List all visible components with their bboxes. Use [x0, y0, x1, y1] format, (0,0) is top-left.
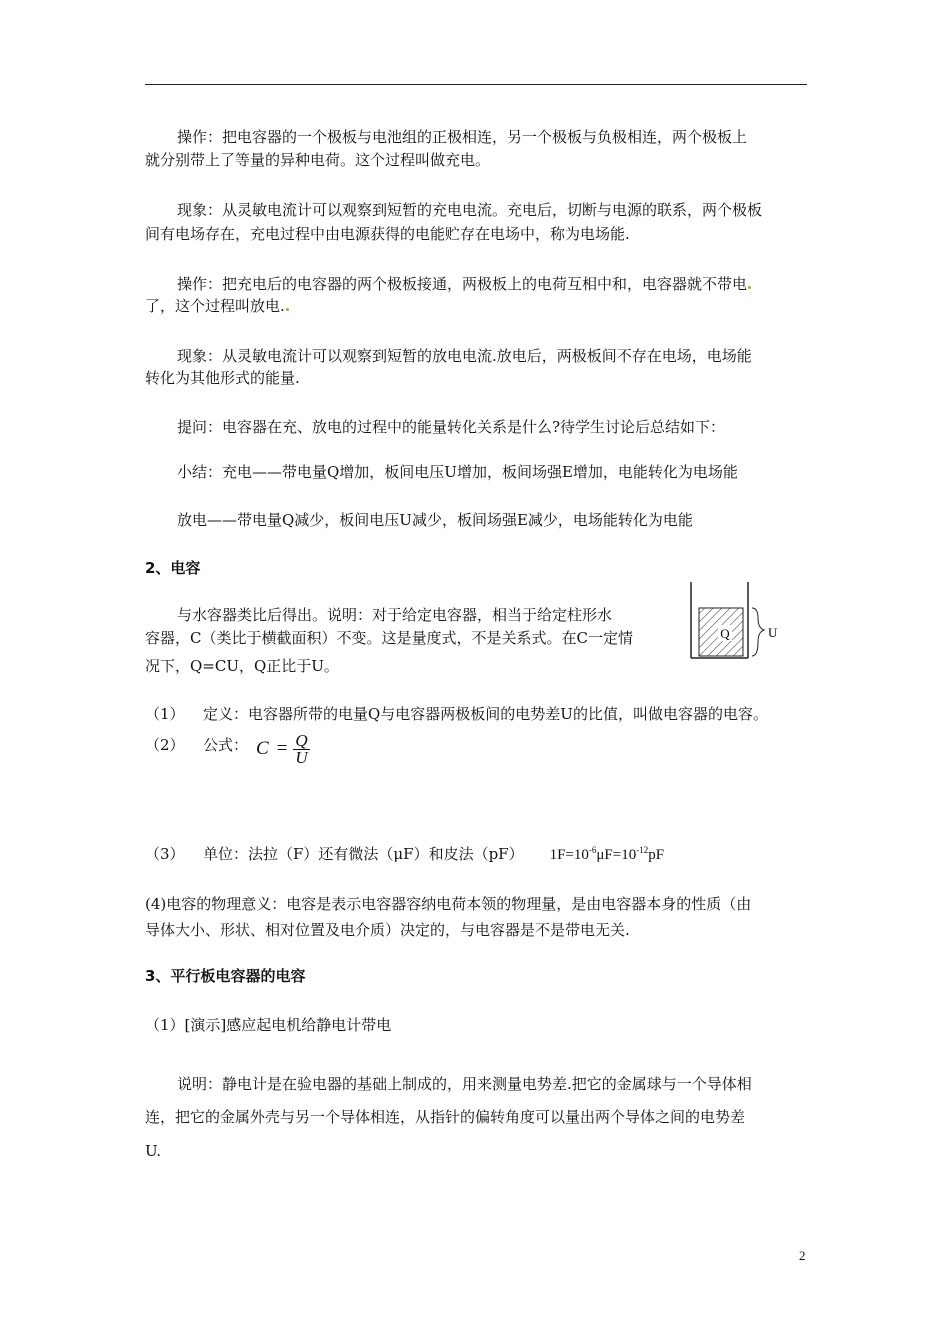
- formula-numerator: Q: [295, 731, 308, 750]
- item2-label: 公式：: [203, 736, 249, 754]
- section2-intro-line3: 况下，Q=CU，Q正比于U。: [145, 657, 339, 675]
- formula-lhs: C: [256, 737, 269, 759]
- formula-equals: =: [276, 737, 288, 759]
- para3-line2-text: 了，这个过程叫放电.: [145, 297, 285, 315]
- item4-line2: 导体大小、形状、相对位置及电介质）决定的，与电容器是不是带电无关.: [145, 921, 630, 939]
- item3-number: （3）: [145, 845, 185, 863]
- formula-denominator: U: [295, 748, 308, 767]
- item3-units: [145, 843, 664, 864]
- summary-discharge: 放电——带电量Q减少，板间电压U减少，板间场强E减少，电场能转化为电能: [177, 511, 693, 529]
- question-text: 提问：电容器在充、放电的过程中的能量转化关系是什么?待学生讨论后总结如下：: [177, 418, 726, 436]
- para2-line1: 现象：从灵敏电流计可以观察到短暂的充电电流。充电后，切断与电源的联系，两个极板: [177, 201, 763, 219]
- para1-line1: 操作：把电容器的一个极板与电池组的正极相连，另一个极板与负极相连，两个极板上: [177, 128, 748, 146]
- unit-conversion-b: μF=10: [596, 847, 637, 863]
- section3-heading: 3、平行板电容器的电容: [145, 967, 306, 985]
- para2-line2: 间有电场存在，充电过程中由电源获得的电能贮存在电场中，称为电场能.: [145, 225, 630, 243]
- formula-fraction: [293, 733, 309, 766]
- unit-exp2: -12: [636, 845, 649, 855]
- unit-exp1: -6: [588, 845, 597, 855]
- unit-conversion: [550, 847, 665, 863]
- highlight-dot: [286, 308, 289, 311]
- item1-definition: [145, 703, 768, 724]
- water-container-figure: [688, 582, 788, 666]
- para1-line2-text: 就分别带上了等量的异种电荷。这个过程叫做充电。: [145, 151, 491, 169]
- section3-sub1: （1）[演示]感应起电机给静电计带电: [145, 1016, 392, 1034]
- capacitance-formula: [256, 733, 310, 766]
- item1-number: （1）: [145, 705, 185, 723]
- section3-desc-line3: U.: [145, 1142, 162, 1160]
- section3-desc-line1: 说明：静电计是在验电器的基础上制成的，用来测量电势差.把它的金属球与一个导体相: [177, 1075, 752, 1093]
- para1-line2: [145, 146, 810, 175]
- highlight-dot: [748, 286, 751, 289]
- item1-text: 定义：电容器所带的电量Q与电容器两极板间的电势差U的比值，叫做电容器的电容。: [203, 705, 768, 723]
- unit-conversion-c: pF: [648, 847, 665, 863]
- header-rule: [145, 84, 807, 85]
- item3-label: 单位：法拉（F）还有微法（μF）和皮法（pF）: [203, 845, 524, 863]
- section2-intro-line1: 与水容器类比后得出。说明：对于给定电容器，相当于给定柱形水: [177, 606, 613, 624]
- figure-u-label: U: [768, 625, 778, 640]
- unit-conversion-a: 1F=10: [549, 847, 589, 863]
- item2-number: （2）: [145, 736, 185, 754]
- section2-heading: 2、电容: [145, 559, 201, 577]
- para3-line1-text: 操作：把充电后的电容器的两个极板接通，两极板上的电荷互相中和，电容器就不带电: [177, 275, 748, 293]
- water-container-diagram: [688, 582, 788, 662]
- para3-line2: [145, 292, 810, 321]
- figure-q-label: Q: [720, 626, 730, 641]
- para4-line2: 转化为其他形式的能量.: [145, 369, 300, 387]
- item4-line1: (4)电容的物理意义：电容是表示电容器容纳电荷本领的物理量，是由电容器本身的性质（由: [145, 895, 752, 913]
- section3-desc-line2: 连，把它的金属外壳与另一个导体相连，从指针的偏转角度可以量出两个导体之间的电势差: [145, 1108, 746, 1126]
- summary-charge: 小结：充电——带电量Q增加，板间电压U增加，板间场强E增加，电能转化为电场能: [177, 463, 738, 481]
- para4-line1: 现象：从灵敏电流计可以观察到短暂的放电电流.放电后，两极板间不存在电场，电场能: [177, 347, 752, 365]
- page-number: 2: [799, 1248, 806, 1263]
- item2-formula: [145, 734, 248, 755]
- section2-intro-line2: 容器，C（类比于横截面积）不变。这是量度式，不是关系式。在C一定情: [145, 629, 633, 647]
